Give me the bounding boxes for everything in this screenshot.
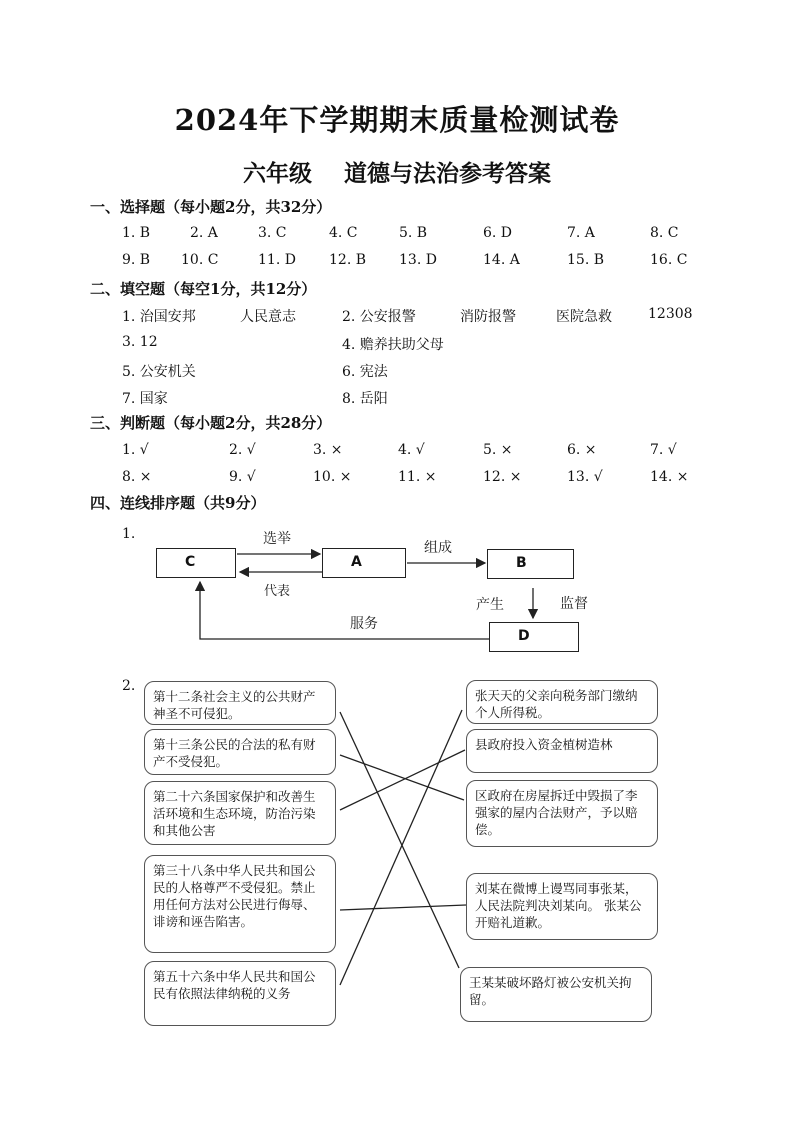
answer-item: 1. √ bbox=[122, 442, 149, 458]
answer-item: 2. A bbox=[190, 225, 218, 241]
answer-item: 7. √ bbox=[650, 442, 677, 458]
left-card-5: 第五十六条中华人民共和国公民有依照法律纳税的义务 bbox=[144, 961, 336, 1026]
right-card-4: 刘某在微博上谩骂同事张某，人民法院判决刘某向。 张某公开赔礼道歉。 bbox=[466, 873, 658, 940]
answer-item: 8. C bbox=[650, 225, 679, 241]
answer-item: 12. B bbox=[329, 252, 367, 268]
answer-item: 9. √ bbox=[229, 469, 256, 485]
answer-item: 10. × bbox=[313, 469, 352, 485]
answer-item: 1. 治国安邦 bbox=[122, 309, 196, 325]
answer-item: 13. √ bbox=[567, 469, 603, 485]
box-d: D bbox=[489, 622, 579, 652]
answer-item: 7. 国家 bbox=[122, 391, 168, 407]
page-subtitle: 六年级 道德与法治参考答案 bbox=[242, 160, 552, 187]
box-b: B bbox=[487, 549, 574, 579]
right-card-3: 区政府在房屋拆迁中毁损了李强家的屋内合法财产，予以赔偿。 bbox=[466, 780, 658, 847]
left-card-3: 第二十六条国家保护和改善生活环境和生态环境，防治污染和其他公害 bbox=[144, 781, 336, 845]
answer-item: 8. 岳阳 bbox=[342, 391, 388, 407]
answer-item: 10. C bbox=[181, 252, 219, 268]
answer-item: 11. × bbox=[398, 469, 437, 485]
question-number: 2. bbox=[122, 678, 136, 694]
left-card-4: 第三十八条中华人民共和国公民的人格尊严不受侵犯。禁止用任何方法对公民进行侮辱、诽谤和诬告陷害。 bbox=[144, 855, 336, 953]
answer-item: 医院急救 bbox=[556, 309, 612, 325]
right-card-1: 张天天的父亲向税务部门缴纳个人所得税。 bbox=[466, 680, 658, 724]
section-choice-heading: 一、选择题（每小题2分，共32分） bbox=[90, 198, 332, 216]
page-title: 2024年下学期期末质量检测试卷 bbox=[174, 103, 620, 137]
answer-item: 2. √ bbox=[229, 442, 256, 458]
label-represent: 代表 bbox=[264, 584, 291, 599]
label-produce: 产生 bbox=[476, 597, 504, 613]
answer-item: 7. A bbox=[567, 225, 595, 241]
answer-item: 3. × bbox=[313, 442, 343, 458]
label-serve: 服务 bbox=[350, 616, 378, 632]
section-link-heading: 四、连线排序题（共9分） bbox=[90, 494, 266, 512]
label-compose: 组成 bbox=[424, 540, 452, 556]
question-number: 1. bbox=[122, 526, 136, 542]
left-card-2: 第十三条公民的合法的私有财产不受侵犯。 bbox=[144, 729, 336, 775]
label-elect: 选举 bbox=[263, 531, 291, 547]
answer-item: 5. B bbox=[399, 225, 428, 241]
answer-item: 消防报警 bbox=[460, 309, 516, 325]
answer-item: 15. B bbox=[567, 252, 605, 268]
answer-item: 8. × bbox=[122, 469, 152, 485]
right-card-2: 县政府投入资金植树造林 bbox=[466, 729, 658, 773]
label-supervise: 监督 bbox=[560, 596, 588, 612]
answer-item: 4. C bbox=[329, 225, 358, 241]
section-fill-heading: 二、填空题（每空1分，共12分） bbox=[90, 280, 317, 298]
answer-item: 12. × bbox=[483, 469, 522, 485]
answer-item: 4. 赡养扶助父母 bbox=[342, 337, 444, 353]
answer-item: 5. × bbox=[483, 442, 513, 458]
answer-item: 人民意志 bbox=[240, 309, 296, 325]
answer-item: 11. D bbox=[258, 252, 296, 268]
answer-item: 6. 宪法 bbox=[342, 364, 388, 380]
left-card-1: 第十二条社会主义的公共财产神圣不可侵犯。 bbox=[144, 681, 336, 725]
answer-item: 13. D bbox=[399, 252, 437, 268]
box-a: A bbox=[322, 548, 406, 578]
section-judge-heading: 三、判断题（每小题2分，共28分） bbox=[90, 414, 332, 432]
answer-item: 3. C bbox=[258, 225, 287, 241]
answer-item: 5. 公安机关 bbox=[122, 364, 196, 380]
answer-item: 6. × bbox=[567, 442, 597, 458]
answer-item: 14. × bbox=[650, 469, 689, 485]
answer-item: 4. √ bbox=[398, 442, 425, 458]
box-c: C bbox=[156, 548, 236, 578]
answer-item: 1. B bbox=[122, 225, 151, 241]
answer-item: 2. 公安报警 bbox=[342, 309, 416, 325]
answer-item: 14. A bbox=[483, 252, 520, 268]
answer-item: 16. C bbox=[650, 252, 688, 268]
answer-item: 6. D bbox=[483, 225, 513, 241]
right-card-5: 王某某破坏路灯被公安机关拘留。 bbox=[460, 967, 652, 1022]
answer-item: 3. 12 bbox=[122, 334, 158, 350]
answer-item: 9. B bbox=[122, 252, 151, 268]
answer-item: 12308 bbox=[648, 306, 693, 322]
